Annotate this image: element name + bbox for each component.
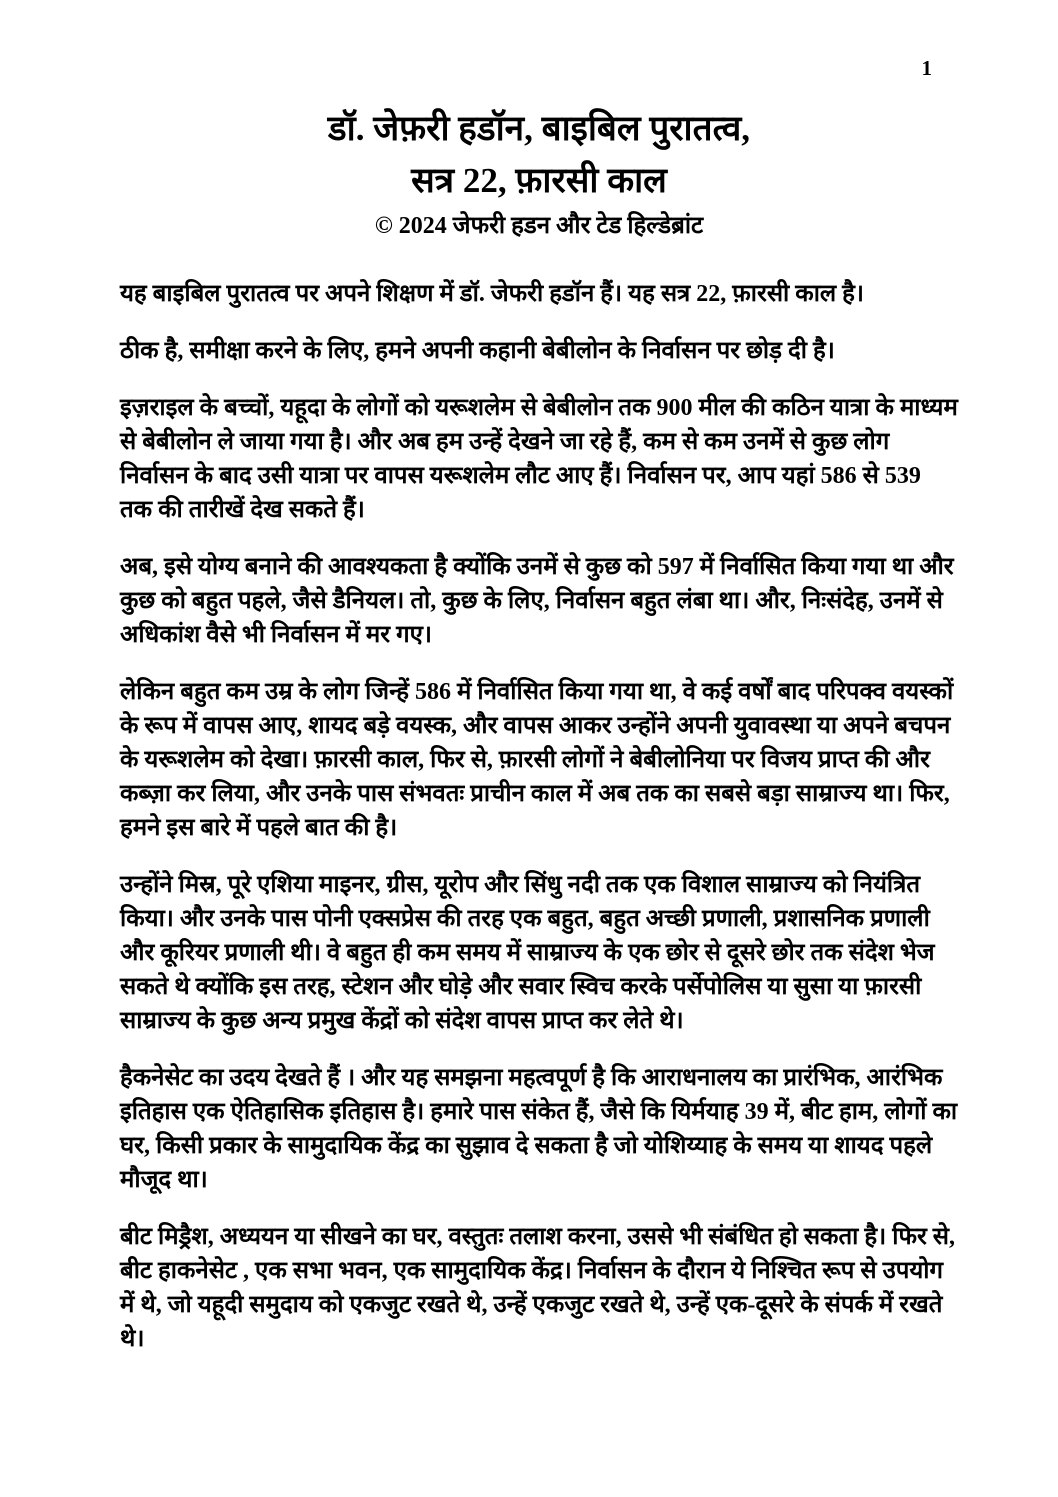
paragraph: इज़राइल के बच्चों, यहूदा के लोगों को यरूशलेम से बेबीलोन तक 900 मील की कठिन यात्रा के माध्यम से बेबीलोन ले जाया गया है। और अब हम उन्हें देखने जा रहे हैं, कम से कम उनमें से कुछ लोग निर्वासन के बाद उसी यात्रा पर वापस यरूशलेम लौट आए हैं। निर्वासन पर, आप यहां 586 से 539 तक की तारीखें देख सकते हैं। — [120, 395, 958, 523]
paragraph: ठीक है, समीक्षा करने के लिए, हमने अपनी कहानी बेबीलोन के निर्वासन पर छोड़ दी है। — [120, 338, 835, 364]
paragraph: बीट मिड्रैश, अध्ययन या सीखने का घर, वस्तुतः तलाश करना, उससे भी संबंधित हो सकता है। फिर से, बीट हाकनेसेट , एक सभा भवन, एक सामुदायिक केंद्र। निर्वासन के दौरान ये निश्चित रूप से उपयोग में थे, जो यहूदी समुदाय को एकजुट रखते थे, उन्हें एकजुट रखते थे, उन्हें एक-दूसरे के संपर्क में रखते थे। — [120, 1224, 955, 1352]
paragraph: अब, इसे योग्य बनाने की आवश्यकता है क्योंकि उनमें से कुछ को 597 में निर्वासित किया गया था और कुछ को बहुत पहले, जैसे डैनियल। तो, कुछ के लिए, निर्वासन बहुत लंबा था। और, निःसंदेह, उनमें से अधिकांश वैसे भी निर्वासन में मर गए। — [120, 554, 954, 648]
page-number: 1 — [921, 56, 932, 80]
document-header — [120, 103, 958, 243]
paragraph: यह बाइबिल पुरातत्व पर अपने शिक्षण में डॉ. जेफरी हडॉन हैं। यह सत्र 22, फ़ारसी काल है। — [120, 281, 865, 307]
paragraph: हैकनेसेट का उदय देखते हैं । और यह समझना महत्वपूर्ण है कि आराधनालय का प्रारंभिक, आरंभिक इतिहास एक ऐतिहासिक इतिहास है। हमारे पास संकेत हैं, जैसे कि यिर्मयाह 39 में, बीट हाम, लोगों का घर, किसी प्रकार के सामुदायिक केंद्र का सुझाव दे सकता है जो योशिय्याह के समय या शायद पहले मौजूद था। — [120, 1065, 958, 1193]
paragraph: उन्होंने मिस्र, पूरे एशिया माइनर, ग्रीस, यूरोप और सिंधु नदी तक एक विशाल साम्राज्य को नियंत्रित किया। और उनके पास पोनी एक्सप्रेस की तरह एक बहुत, बहुत अच्छी प्रणाली, प्रशासनिक प्रणाली और कूरियर प्रणाली थी। वे बहुत ही कम समय में साम्राज्य के एक छोर से दूसरे छोर तक संदेश भेज सकते थे क्योंकि इस तरह, स्टेशन और घोड़े और सवार स्विच करके पर्सेपोलिस या सुसा या फ़ारसी साम्राज्य के कुछ अन्य प्रमुख केंद्रों को संदेश वापस प्राप्त कर लेते थे। — [120, 872, 935, 1034]
document-body — [120, 277, 958, 1356]
document-title-line-2: सत्र 22, फ़ारसी काल — [411, 161, 667, 200]
document-title-line-1: डॉ. जेफ़री हडॉन, बाइबिल पुरातत्व, — [327, 109, 751, 148]
copyright-notice: © 2024 जेफरी हडन और टेड हिल्डेब्रांट — [374, 213, 704, 239]
paragraph: लेकिन बहुत कम उम्र के लोग जिन्हें 586 में निर्वासित किया गया था, वे कई वर्षों बाद परिपक्व वयस्कों के रूप में वापस आए, शायद बड़े वयस्क, और वापस आकर उन्होंने अपनी युवावस्था या अपने बचपन के यरूशलेम को देखा। फ़ारसी काल, फिर से, फ़ारसी लोगों ने बेबीलोनिया पर विजय प्राप्त की और कब्ज़ा कर लिया, और उनके पास संभवतः प्राचीन काल में अब तक का सबसे बड़ा साम्राज्य था। फिर, हमने इस बारे में पहले बात की है। — [120, 679, 954, 841]
